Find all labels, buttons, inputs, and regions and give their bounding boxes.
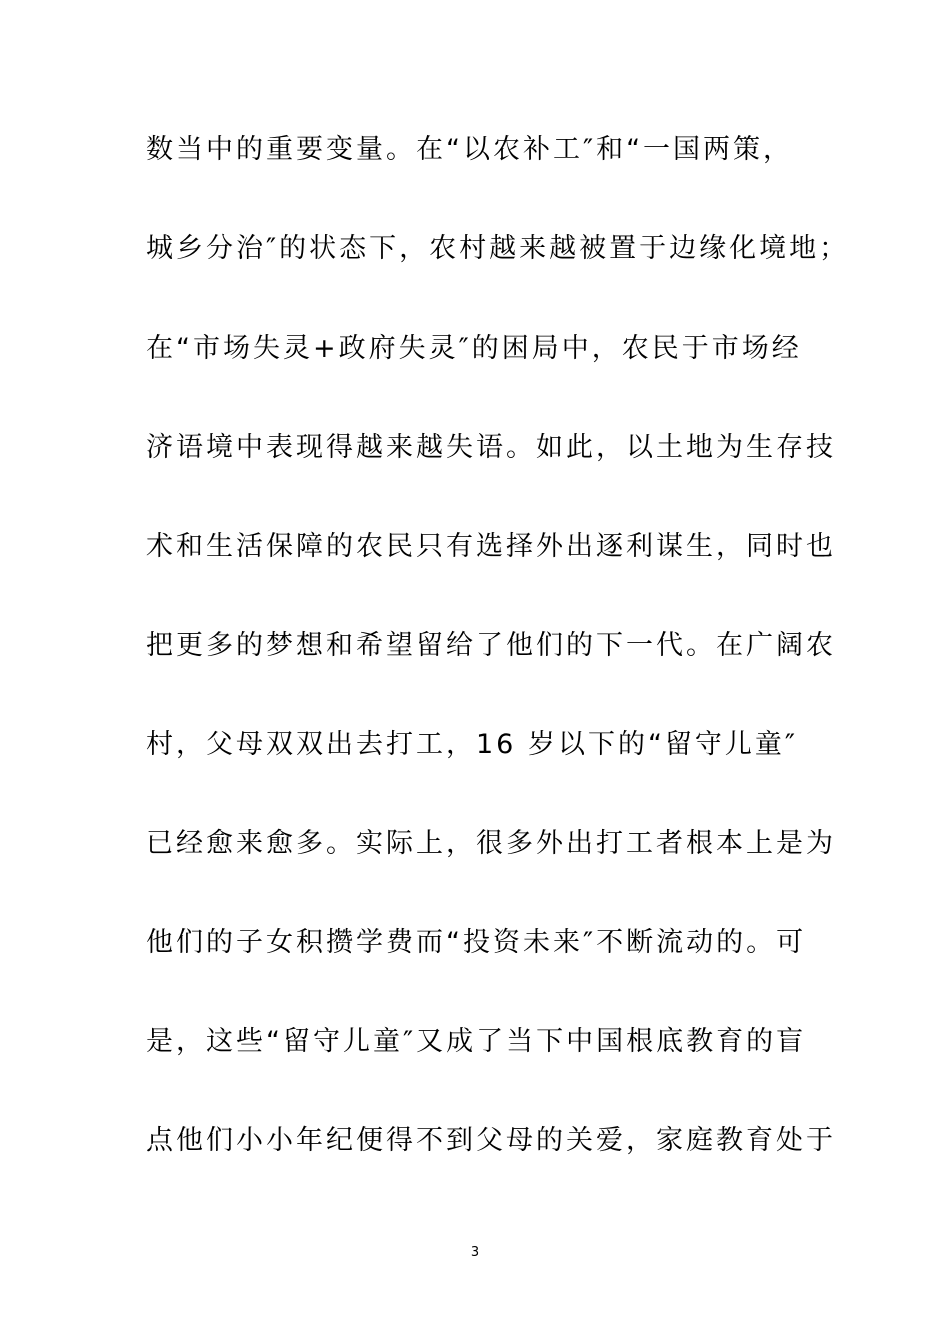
text-line: 济语境中表现得越来越失语。如此，以土地为生存技 (146, 432, 836, 463)
text-line: 点他们小小年纪便得不到父母的关爱，家庭教育处于 (146, 1125, 836, 1156)
text-line: 他们的子女积攒学费而“投资未来″不断流动的。可 (146, 927, 807, 958)
text-line: 术和生活保障的农民只有选择外出逐利谋生，同时也 (146, 531, 836, 562)
text-line: 是，这些“留守儿童″又成了当下中国根底教育的盲 (146, 1026, 807, 1057)
page-number: 3 (470, 1245, 480, 1260)
text-line: 数当中的重要变量。在“以农补工″和“一国两策， (146, 134, 794, 165)
text-line: 村，父母双双出去打工，16 岁以下的“留守儿童″ (146, 729, 799, 760)
text-line: 已经愈来愈多。实际上，很多外出打工者根本上是为 (146, 828, 836, 859)
text-line: 在“市场失灵+政府失灵″的困局中，农民于市场经 (146, 333, 802, 364)
text-line: 城乡分治″的状态下，农村越来越被置于边缘化境地； (146, 233, 850, 264)
text-line: 把更多的梦想和希望留给了他们的下一代。在广阔农 (146, 630, 836, 661)
